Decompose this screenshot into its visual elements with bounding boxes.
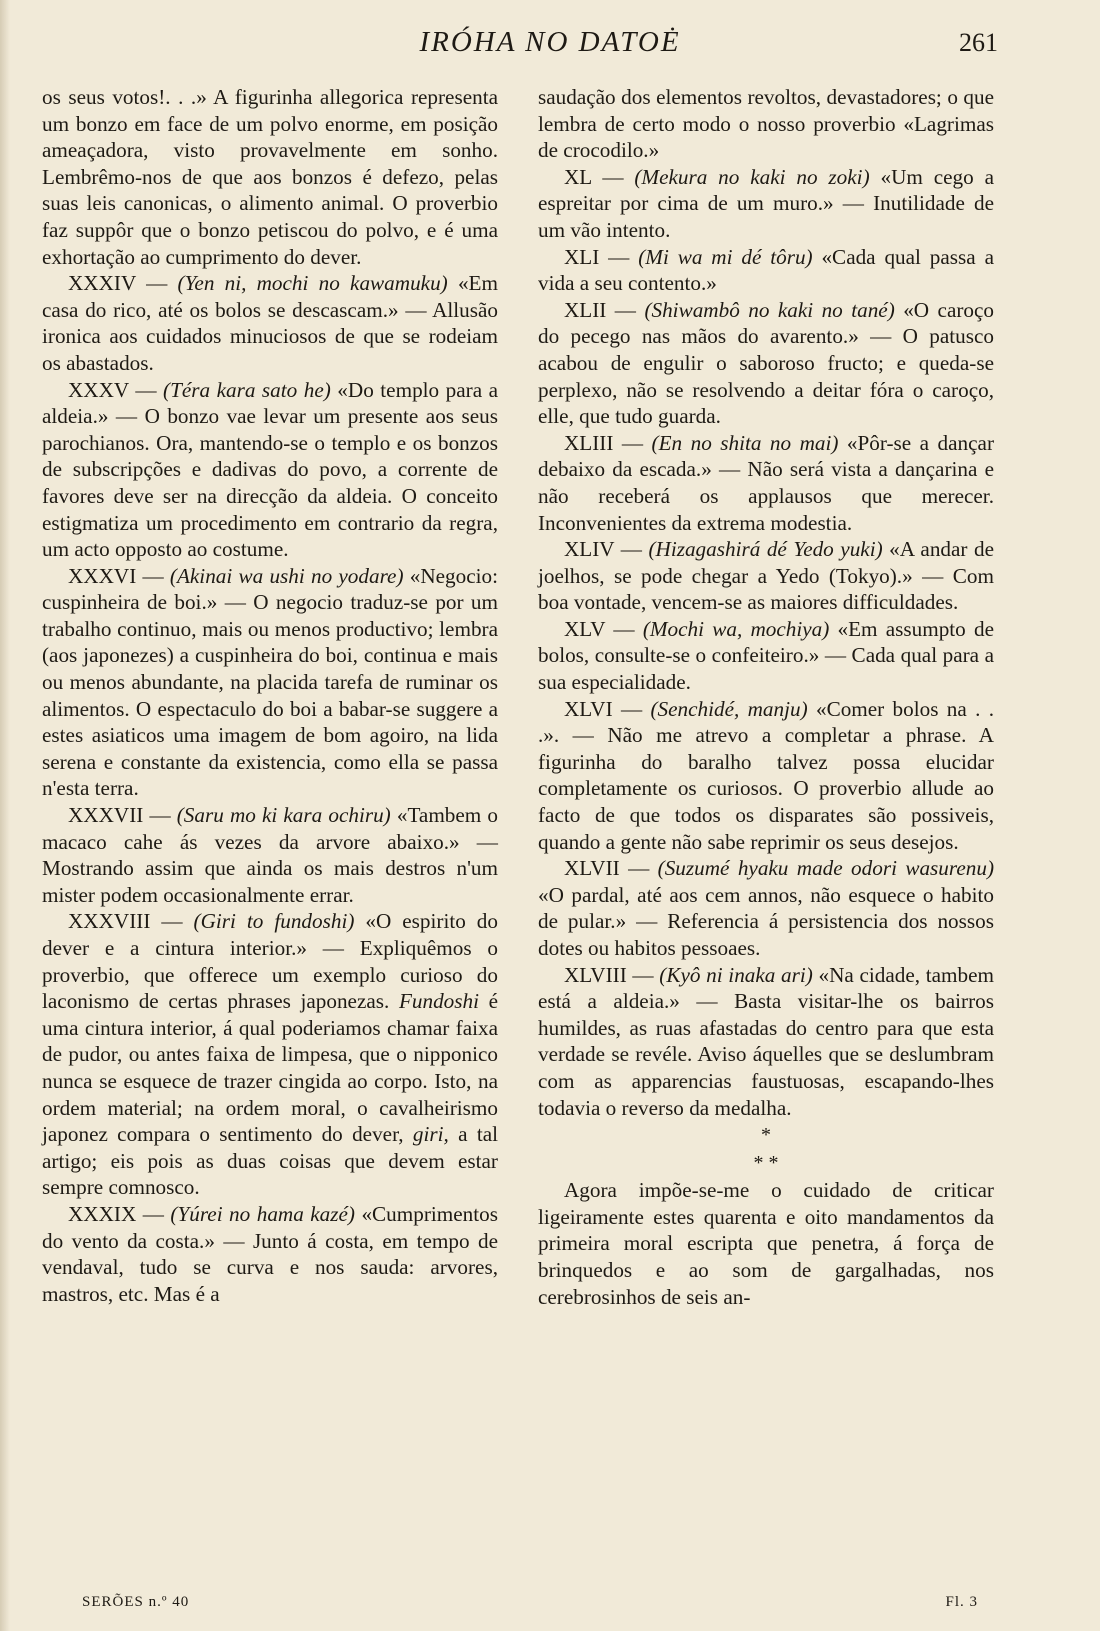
text-run: «Negocio: cuspinheira de boi.» — O negocio traduz-se por um trabalho continuo, mais ou menos productivo; lembra (aos japonezes) a cuspinheira do boi, continua e mais ou menos abundante, na placida tarefa de ruminar os alimentos. O espectaculo do boi a babar-se suggere a estes asiaticos uma imagem de bom agoiro, na lida serena e constante da existencia, como ella se passa n'esta terra.: [42, 563, 498, 801]
proverb-romaji: (Akinai wa ushi no yodare): [169, 563, 404, 588]
left-column: [42, 84, 498, 1307]
text-run: «Em assumpto de bolos, consulte-se o confeiteiro.» — Cada qual para a sua especialidade.: [538, 616, 994, 695]
proverb-romaji: (Mekura no kaki no zoki): [634, 164, 870, 189]
paragraph: [538, 1177, 994, 1310]
proverb-romaji: (Yen ni, mochi no kawamuku): [177, 271, 448, 296]
paragraph: [42, 563, 498, 802]
paragraph: [42, 802, 498, 908]
paragraph: [538, 855, 994, 961]
text-run: «Na cidade, tambem está a aldeia.» — Basta visitar-lhe os bairros humildes, as ruas afastadas do centro para que esta verdade se revéle. Aviso áquelles que se deslumbram com as apparencias faustuosas, escapando-lhes todavia o reverso da medalha.: [538, 962, 994, 1120]
paragraph: [538, 244, 994, 297]
proverb-romaji: (En no shita no mai): [651, 430, 839, 455]
text-run: «Cumprimentos do vento da costa.» — Junto á costa, em tempo de vendaval, tudo se curva e nos sauda: arvores, mastros, etc. Mas é a: [42, 1201, 498, 1306]
text-run: XLIV —: [564, 537, 649, 562]
proverb-romaji: giri,: [412, 1122, 449, 1147]
text-run: XXXVII —: [68, 803, 177, 828]
proverb-romaji: (Téra kara sato he): [163, 377, 331, 402]
proverb-romaji: (Mochi wa, mochiya): [642, 616, 830, 641]
paragraph: [42, 908, 498, 1201]
paragraph: [538, 696, 994, 856]
page-title: IRÓHA NO DATOĖ: [419, 26, 681, 58]
proverb-romaji: (Shiwambô no kaki no tané): [644, 297, 895, 322]
paragraph: [42, 1201, 498, 1307]
text-run: «O espirito do dever e a cintura interior.» — Expliquêmos o proverbio, que offerece um exemplo curioso do laconismo de certas phrases japonezas.: [42, 909, 498, 1014]
paragraph: [538, 430, 994, 536]
right-column: [538, 84, 994, 1310]
footer-signature-left: SERÕES n.º 40: [82, 1594, 190, 1610]
text-run: «O pardal, até aos cem annos, não esquece o habito de pular.» — Referencia á persistencia dos nossos dotes ou habitos pessoaes.: [538, 882, 994, 960]
text-run: «Do templo para a aldeia.» — O bonzo vae levar um presente aos seus parochianos. Ora, mantendo-se o templo e os bonzos de subscripções e dadivas do povo, a corrente de favores deve ser na direcção da aldeia. O conceito estigmatiza um procedimento em contrario da regra, um acto opposto ao costume.: [42, 377, 499, 562]
paragraph: [538, 536, 994, 616]
text-run: «A andar de joelhos, se pode chegar a Yedo (Tokyo).» — Com boa vontade, vencem-se as maiores difficuldades.: [538, 537, 995, 615]
proverb-romaji: (Yúrei no hama kazé): [170, 1201, 355, 1226]
section-asterism: [538, 1121, 994, 1177]
paragraph: [42, 377, 498, 563]
page-edge: [0, 0, 10, 1631]
text-run: «Um cego a espreitar por cima de um muro.» — Inutilidade de um vão intento.: [538, 164, 994, 242]
footer-signature-right: Fl. 3: [945, 1594, 978, 1610]
proverb-romaji: (Giri to fundoshi): [193, 909, 355, 934]
proverb-romaji: (Mi wa mi dé tôru): [638, 244, 813, 269]
text-run: XLII —: [564, 297, 645, 322]
proverb-romaji: (Senchidé, manju): [650, 696, 808, 721]
text-run: XXXIX —: [68, 1201, 171, 1226]
proverb-romaji: Fundoshi: [398, 989, 479, 1014]
page-number: 261: [959, 28, 998, 57]
text-run: «Pôr-se a dançar debaixo da escada.» — Não será vista a dançarina e não receberá os applausos que merecer. Inconvenientes da extrema modestia.: [538, 430, 995, 535]
proverb-romaji: (Suzumé hyaku made odori wasurenu): [657, 856, 994, 881]
paragraph: [538, 84, 994, 164]
running-header: [0, 22, 1100, 62]
text-run: XLVIII —: [564, 962, 660, 987]
text-run: XLVII —: [564, 856, 658, 881]
paragraph: [538, 297, 994, 430]
proverb-romaji: (Hizagashirá dé Yedo yuki): [648, 537, 883, 562]
paragraph: [538, 164, 994, 244]
proverb-romaji: (Saru mo ki kara ochiru): [176, 803, 391, 828]
text-run: * *: [753, 1152, 779, 1175]
text-run: XXXIV —: [68, 271, 178, 296]
text-run: XL —: [564, 164, 635, 189]
text-run: «Comer bolos na . . .». — Não me atrevo a completar a phrase. A figurinha do baralho talvez possa elucidar completamente os curiosos. O proverbio allude ao facto de que todos os disparates são possiveis, quando a gente não sabe reprimir os seus desejos.: [538, 696, 995, 854]
text-run: XXXVIII —: [68, 909, 194, 934]
text-run: «Em casa do rico, até os bolos se descascam.» — Allusão ironica aos cuidados minuciosos de que se rodeiam os abastados.: [42, 271, 498, 375]
text-run: *: [761, 1124, 771, 1147]
paragraph: [538, 616, 994, 696]
paragraph: [42, 84, 498, 270]
text-run: Agora impõe-se-me o cuidado de criticar ligeiramente estes quarenta e oito mandamentos da primeira moral escripta que penetra, á força de brinquedos e ao som de gargalhadas, nos cerebrosinhos de seis an-: [538, 1178, 994, 1309]
text-run: XLI —: [564, 244, 639, 269]
text-run: XLIII —: [564, 430, 652, 455]
text-run: XLV —: [564, 616, 643, 641]
text-run: XXXVI —: [68, 563, 170, 588]
text-run: saudação dos elementos revoltos, devastadores; o que lembra de certo modo o nosso proverbio «Lagrimas de crocodilo.»: [538, 85, 994, 163]
text-run: «Cada qual passa a vida a seu contento.»: [538, 244, 994, 296]
text-run: XLVI —: [564, 696, 651, 721]
paragraph: [538, 962, 994, 1122]
text-run: os seus votos!. . .» A figurinha allegorica representa um bonzo em face de um polvo enorme, em posição ameaçadora, visto provavelmente em sonho. Lembrêmo-nos de que aos bonzos é defezo, pelas suas leis canonicas, o alimento animal. O proverbio faz suppôr que o bonzo petiscou do polvo, e é uma exhortação ao cumprimento do dever.: [42, 85, 498, 269]
text-run: «O caroço do pecego nas mãos do avarento.» — O patusco acabou de engulir o saboroso fructo; e queda-se perplexo, não se resolvendo a deitar fóra o caroço, elle, que tudo guarda.: [538, 297, 995, 429]
proverb-romaji: (Kyô ni inaka ari): [659, 962, 813, 987]
text-run: é uma cintura interior, á qual poderiamos chamar faixa de pudor, ou antes faixa de limpesa, que o nipponico nunca se esquece de trazer cingida ao corpo. Isto, na ordem material; na ordem moral, o cavalheirismo japonez compara o sentimento do dever,: [42, 989, 499, 1147]
paragraph: [42, 270, 498, 376]
text-run: XXXV —: [68, 377, 164, 402]
text-run: «Tambem o macaco cahe ás vezes da arvore abaixo.» — Mostrando assim que ainda os mais destros n'um mister podem occasionalmente errar.: [42, 803, 498, 907]
text-run: a tal artigo; eis pois as duas coisas que devem estar sempre comnosco.: [42, 1122, 498, 1200]
